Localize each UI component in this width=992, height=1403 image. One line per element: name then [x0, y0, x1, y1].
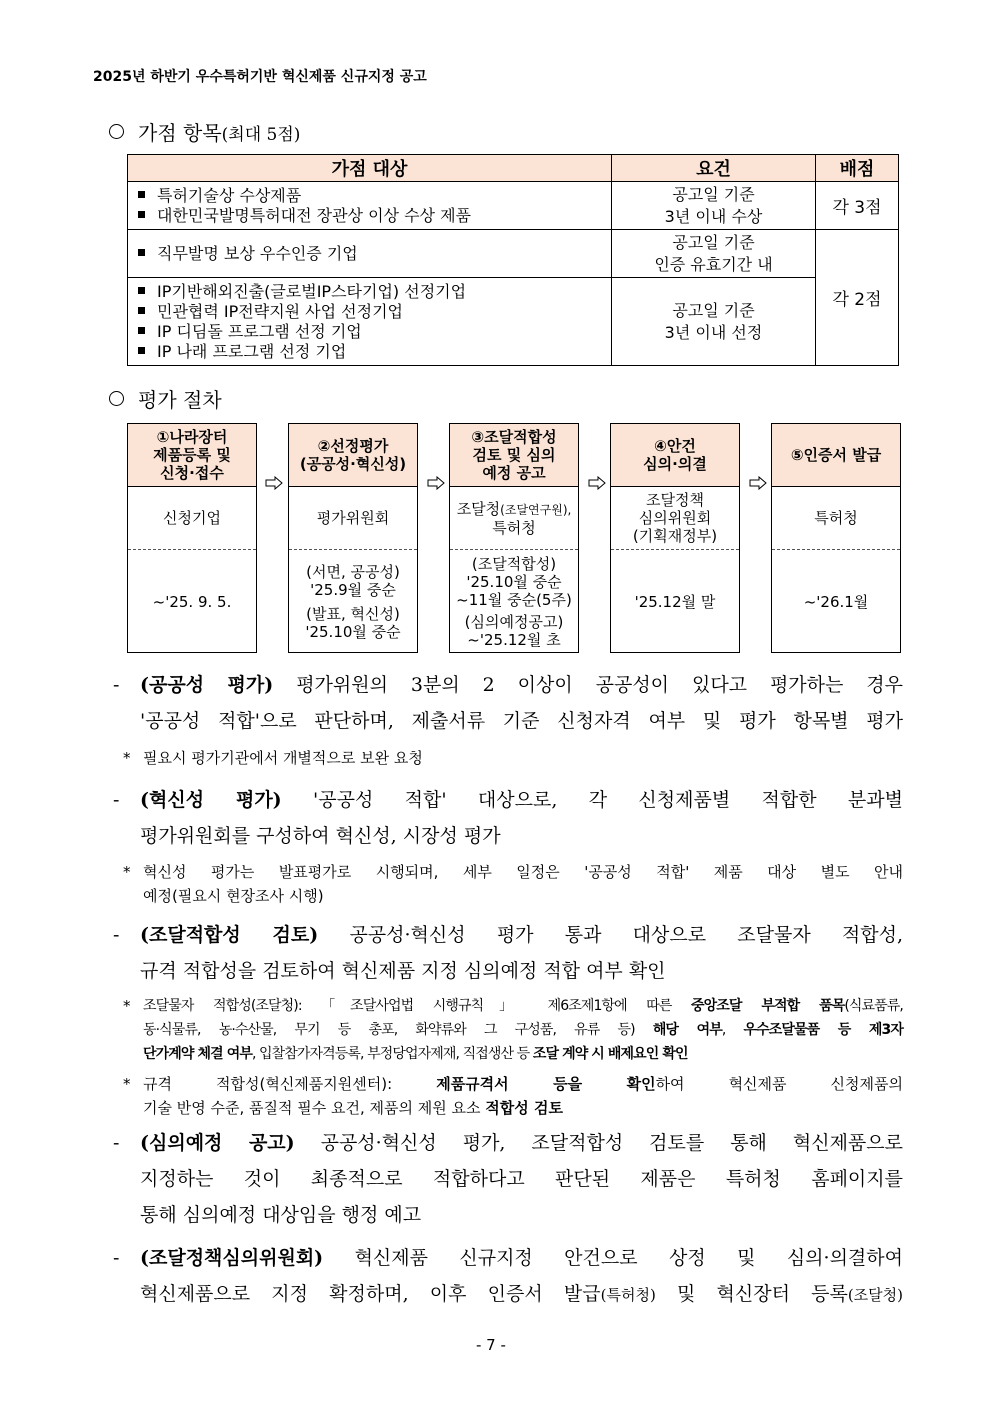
- table-cell-items: 직무발명 보상 우수인증 기업: [128, 230, 612, 278]
- flow-step-heading: ①나라장터 제품등록 및 신청·접수: [128, 424, 256, 487]
- square-bullet-icon: [138, 327, 145, 334]
- flow-step-1: [127, 423, 257, 653]
- note-procurement-suitability: * 조달물자 적합성(조달청): 「조달사업법 시행규칙」 제6조제1항에 따른 중앙조달 부적합 품목(식료품류, 동·식물류, 농·수산물, 무기 등 총포, 화약류와 그 구성품, 유류 등) 해당 여부, 우수조달물품 등 제3자 단가계약 체결 여부, 입찰참가자격등록, 부정당업자제재, 직접생산 등 조달 계약 시 배제요인 확인: [123, 997, 903, 1062]
- flow-step-4: [610, 423, 740, 653]
- flow-step-agency: 조달청(조달연구원), 특허청: [450, 487, 578, 550]
- table-row: [128, 230, 899, 278]
- paragraph-innovation-evaluation: - (혁신성 평가) '공공성 적합' 대상으로, 각 신청제품별 적합한 분과별 평가위원회를 구성하여 혁신성, 시장성 평가: [113, 789, 903, 847]
- flow-step-schedule: (서면, 공공성) '25.9월 중순 (발표, 혁신성) '25.10월 중순: [305, 563, 401, 641]
- paragraph-procurement-review: - (조달적합성 검토) 공공성·혁신성 평가 통과 대상으로 조달물자 적합성, 규격 적합성을 검토하여 혁신제품 지정 심의예정 적합 여부 확인: [113, 924, 903, 982]
- flow-step-agency: 평가위원회: [289, 487, 417, 550]
- document-header: 2025년 하반기 우수특허기반 혁신제품 신규지정 공고: [93, 69, 427, 85]
- table-cell-requirement: 공고일 기준 인증 유효기간 내: [612, 230, 816, 278]
- flow-step-2: [288, 423, 418, 653]
- flow-step-heading: ⑤인증서 발급: [772, 424, 900, 487]
- table-row: [128, 182, 899, 230]
- table-header-cell: 가점 대상: [128, 155, 612, 182]
- arrow-right-icon: [749, 476, 767, 490]
- note-innovation: * 혁신성 평가는 발표평가로 시행되며, 세부 일정은 '공공성 적합' 제품 대상 별도 안내 예정(필요시 현장조사 시행): [123, 863, 903, 905]
- square-bullet-icon: [138, 347, 145, 354]
- square-bullet-icon: [138, 249, 145, 256]
- table-cell-items: IP기반해외진출(글로벌IP스타기업) 선정기업 민관협력 IP전략지원 사업 선정기업 IP 디딤돌 프로그램 선정 기업 IP 나래 프로그램 선정 기업: [128, 278, 612, 366]
- page-number: - 7 -: [476, 1336, 506, 1354]
- flow-step-schedule: ~'26.1월: [803, 593, 869, 611]
- note-supplement: * 필요시 평가기관에서 개별적으로 보완 요청: [123, 749, 423, 767]
- flow-step-schedule: ~'25. 9. 5.: [152, 593, 232, 611]
- paragraph-review-notice: - (심의예정 공고) 공공성·혁신성 평가, 조달적합성 검토를 통해 혁신제품으로 지정하는 것이 최종적으로 적합하다고 판단된 제품은 특허청 홈페이지를 통해 심의예정 대상임을 행정 예고: [113, 1132, 903, 1226]
- note-specification-suitability: * 규격 적합성(혁신제품지원센터): 제품규격서 등을 확인하여 혁신제품 신청제품의 기술 반영 수준, 품질적 필수 요건, 제품의 제원 요소 적합성 검토: [123, 1075, 904, 1117]
- paragraph-public-evaluation: - (공공성 평가) 평가위원의 3분의 2 이상이 공공성이 있다고 평가하는 경우 '공공성 적합'으로 판단하며, 제출서류 기준 신청자격 여부 및 평가 항목별 평가: [113, 674, 903, 732]
- flow-step-agency: 특허청: [772, 487, 900, 550]
- flow-step-agency: 신청기업: [128, 487, 256, 550]
- table-cell-score: 각 2점: [816, 230, 899, 366]
- section-procedure-title: 평가 절차: [109, 384, 222, 413]
- circle-bullet-icon: [109, 124, 124, 139]
- square-bullet-icon: [138, 307, 145, 314]
- flow-step-schedule: '25.12월 말: [634, 593, 716, 611]
- square-bullet-icon: [138, 287, 145, 294]
- table-header-cell: 요건: [612, 155, 816, 182]
- arrow-right-icon: [588, 476, 606, 490]
- flow-step-agency: 조달정책 심의위원회 (기획재정부): [611, 487, 739, 550]
- table-row: [128, 278, 899, 366]
- table-cell-items: 특허기술상 수상제품 대한민국발명특허대전 장관상 이상 수상 제품: [128, 182, 612, 230]
- paragraph-policy-committee: - (조달정책심의위원회) 혁신제품 신규지정 안건으로 상정 및 심의·의결하여 혁신제품으로 지정 확정하며, 이후 인증서 발급(특허청) 및 혁신장터 등록(조달청): [113, 1247, 903, 1305]
- square-bullet-icon: [138, 211, 145, 218]
- table-header-row: [128, 155, 899, 182]
- flow-step-5: [771, 423, 901, 653]
- arrow-right-icon: [427, 476, 445, 490]
- flow-step-heading: ④안건 심의·의결: [611, 424, 739, 487]
- flow-step-heading: ③조달적합성 검토 및 심의 예정 공고: [450, 424, 578, 487]
- table-cell-requirement: 공고일 기준 3년 이내 수상: [612, 182, 816, 230]
- table-header-cell: 배점: [816, 155, 899, 182]
- table-cell-score: 각 3점: [816, 182, 899, 230]
- flow-step-3: [449, 423, 579, 653]
- flow-step-schedule: (조달적합성) '25.10월 중순 ~11월 중순(5주) (심의예정공고) ~'25.12월 초: [456, 555, 572, 649]
- bonus-points-table: [127, 154, 899, 366]
- section-bonus-title: 가점 항목(최대 5점): [109, 117, 300, 146]
- circle-bullet-icon: [109, 391, 124, 406]
- arrow-right-icon: [265, 476, 283, 490]
- flow-step-heading: ②선정평가 (공공성·혁신성): [289, 424, 417, 487]
- table-cell-requirement: 공고일 기준 3년 이내 선정: [612, 278, 816, 366]
- square-bullet-icon: [138, 191, 145, 198]
